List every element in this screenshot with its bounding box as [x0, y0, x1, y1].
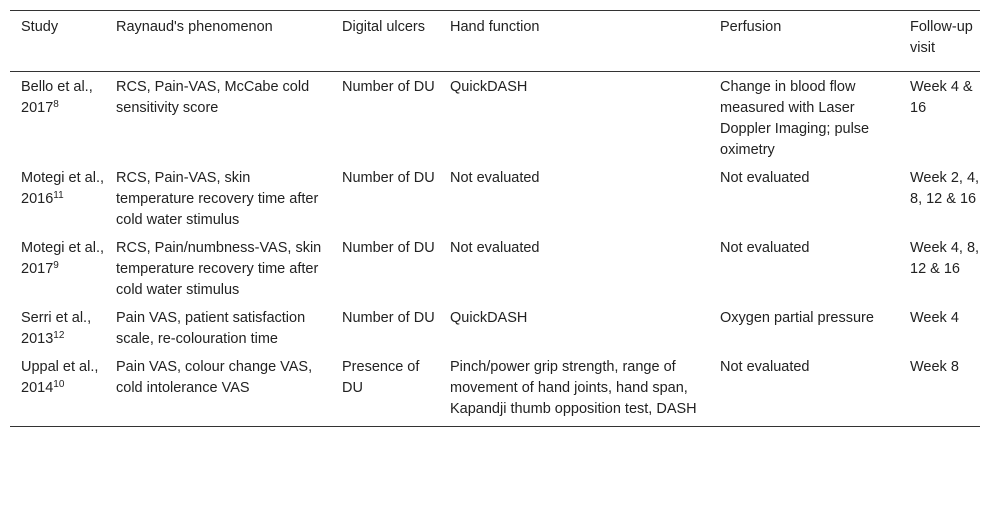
reference-number: 11 — [53, 190, 64, 201]
header-row — [10, 11, 980, 72]
header-digital-ulcers: Digital ulcers — [331, 11, 439, 72]
header-hand-function: Hand function — [439, 11, 709, 72]
cell-digital-ulcers: Presence of DU — [331, 352, 439, 427]
reference-number: 12 — [53, 330, 65, 341]
study-name: Uppal et al., 2014 — [21, 359, 99, 396]
cell-perfusion: Not evaluated — [709, 352, 899, 427]
header-raynaud: Raynaud's phenomenon — [105, 11, 331, 72]
cell-digital-ulcers: Number of DU — [342, 240, 435, 256]
study-name: Bello et al., 2017 — [21, 79, 93, 116]
cell-hand-function: QuickDASH — [450, 79, 528, 95]
cell-digital-ulcers: Number of DU — [342, 79, 435, 95]
cell-perfusion: Oxygen partial pressure — [720, 310, 874, 326]
studies-table — [10, 10, 980, 427]
table-row — [10, 233, 980, 303]
study-name: Motegi et al., 2016 — [21, 170, 105, 207]
header-study: Study — [10, 11, 105, 72]
cell-follow-up: Week 4, 8, 12 & 16 — [910, 240, 980, 277]
reference-number: 9 — [53, 260, 59, 271]
cell-raynaud: Pain VAS, colour change VAS, cold intolerance VAS — [105, 352, 331, 427]
header-follow-up: Follow-up visit — [899, 11, 980, 72]
study-name: Serri et al., 2013 — [21, 310, 92, 347]
cell-digital-ulcers: Number of DU — [342, 170, 435, 186]
table-row — [10, 303, 980, 352]
cell-follow-up: Week 4 & 16 — [910, 79, 973, 116]
table-row — [10, 163, 980, 233]
table-row — [10, 352, 980, 427]
cell-follow-up: Week 4 — [910, 310, 959, 326]
cell-perfusion: Not evaluated — [720, 170, 810, 186]
reference-number: 10 — [53, 379, 65, 390]
cell-hand-function: QuickDASH — [450, 310, 528, 326]
study-name: Motegi et al., 2017 — [21, 240, 105, 277]
cell-study — [10, 233, 105, 303]
cell-study — [10, 352, 105, 427]
cell-study — [10, 303, 105, 352]
cell-study — [10, 72, 105, 164]
cell-raynaud: RCS, Pain-VAS, skin temperature recovery time after cold water stimulus — [116, 170, 319, 228]
cell-hand-function: Not evaluated — [450, 170, 540, 186]
cell-hand-function: Not evaluated — [450, 240, 540, 256]
cell-follow-up: Week 2, 4, 8, 12 & 16 — [910, 170, 980, 207]
cell-perfusion: Not evaluated — [720, 240, 810, 256]
cell-perfusion: Change in blood flow measured with Laser Doppler Imaging; pulse oximetry — [720, 79, 870, 158]
cell-raynaud: Pain VAS, patient satisfaction scale, re-colouration time — [116, 310, 306, 347]
cell-study — [10, 163, 105, 233]
cell-hand-function: Pinch/power grip strength, range of movement of hand joints, hand span, Kapandji thumb opposition test, DASH — [439, 352, 709, 427]
table-container — [10, 10, 980, 427]
table-row — [10, 72, 980, 164]
cell-digital-ulcers: Number of DU — [342, 310, 435, 326]
reference-number: 8 — [53, 99, 59, 110]
cell-follow-up: Week 8 — [899, 352, 980, 427]
cell-raynaud: RCS, Pain/numbness-VAS, skin temperature recovery time after cold water stimulus — [116, 240, 322, 298]
cell-raynaud: RCS, Pain-VAS, McCabe cold sensitivity score — [116, 79, 310, 116]
header-perfusion: Perfusion — [709, 11, 899, 72]
